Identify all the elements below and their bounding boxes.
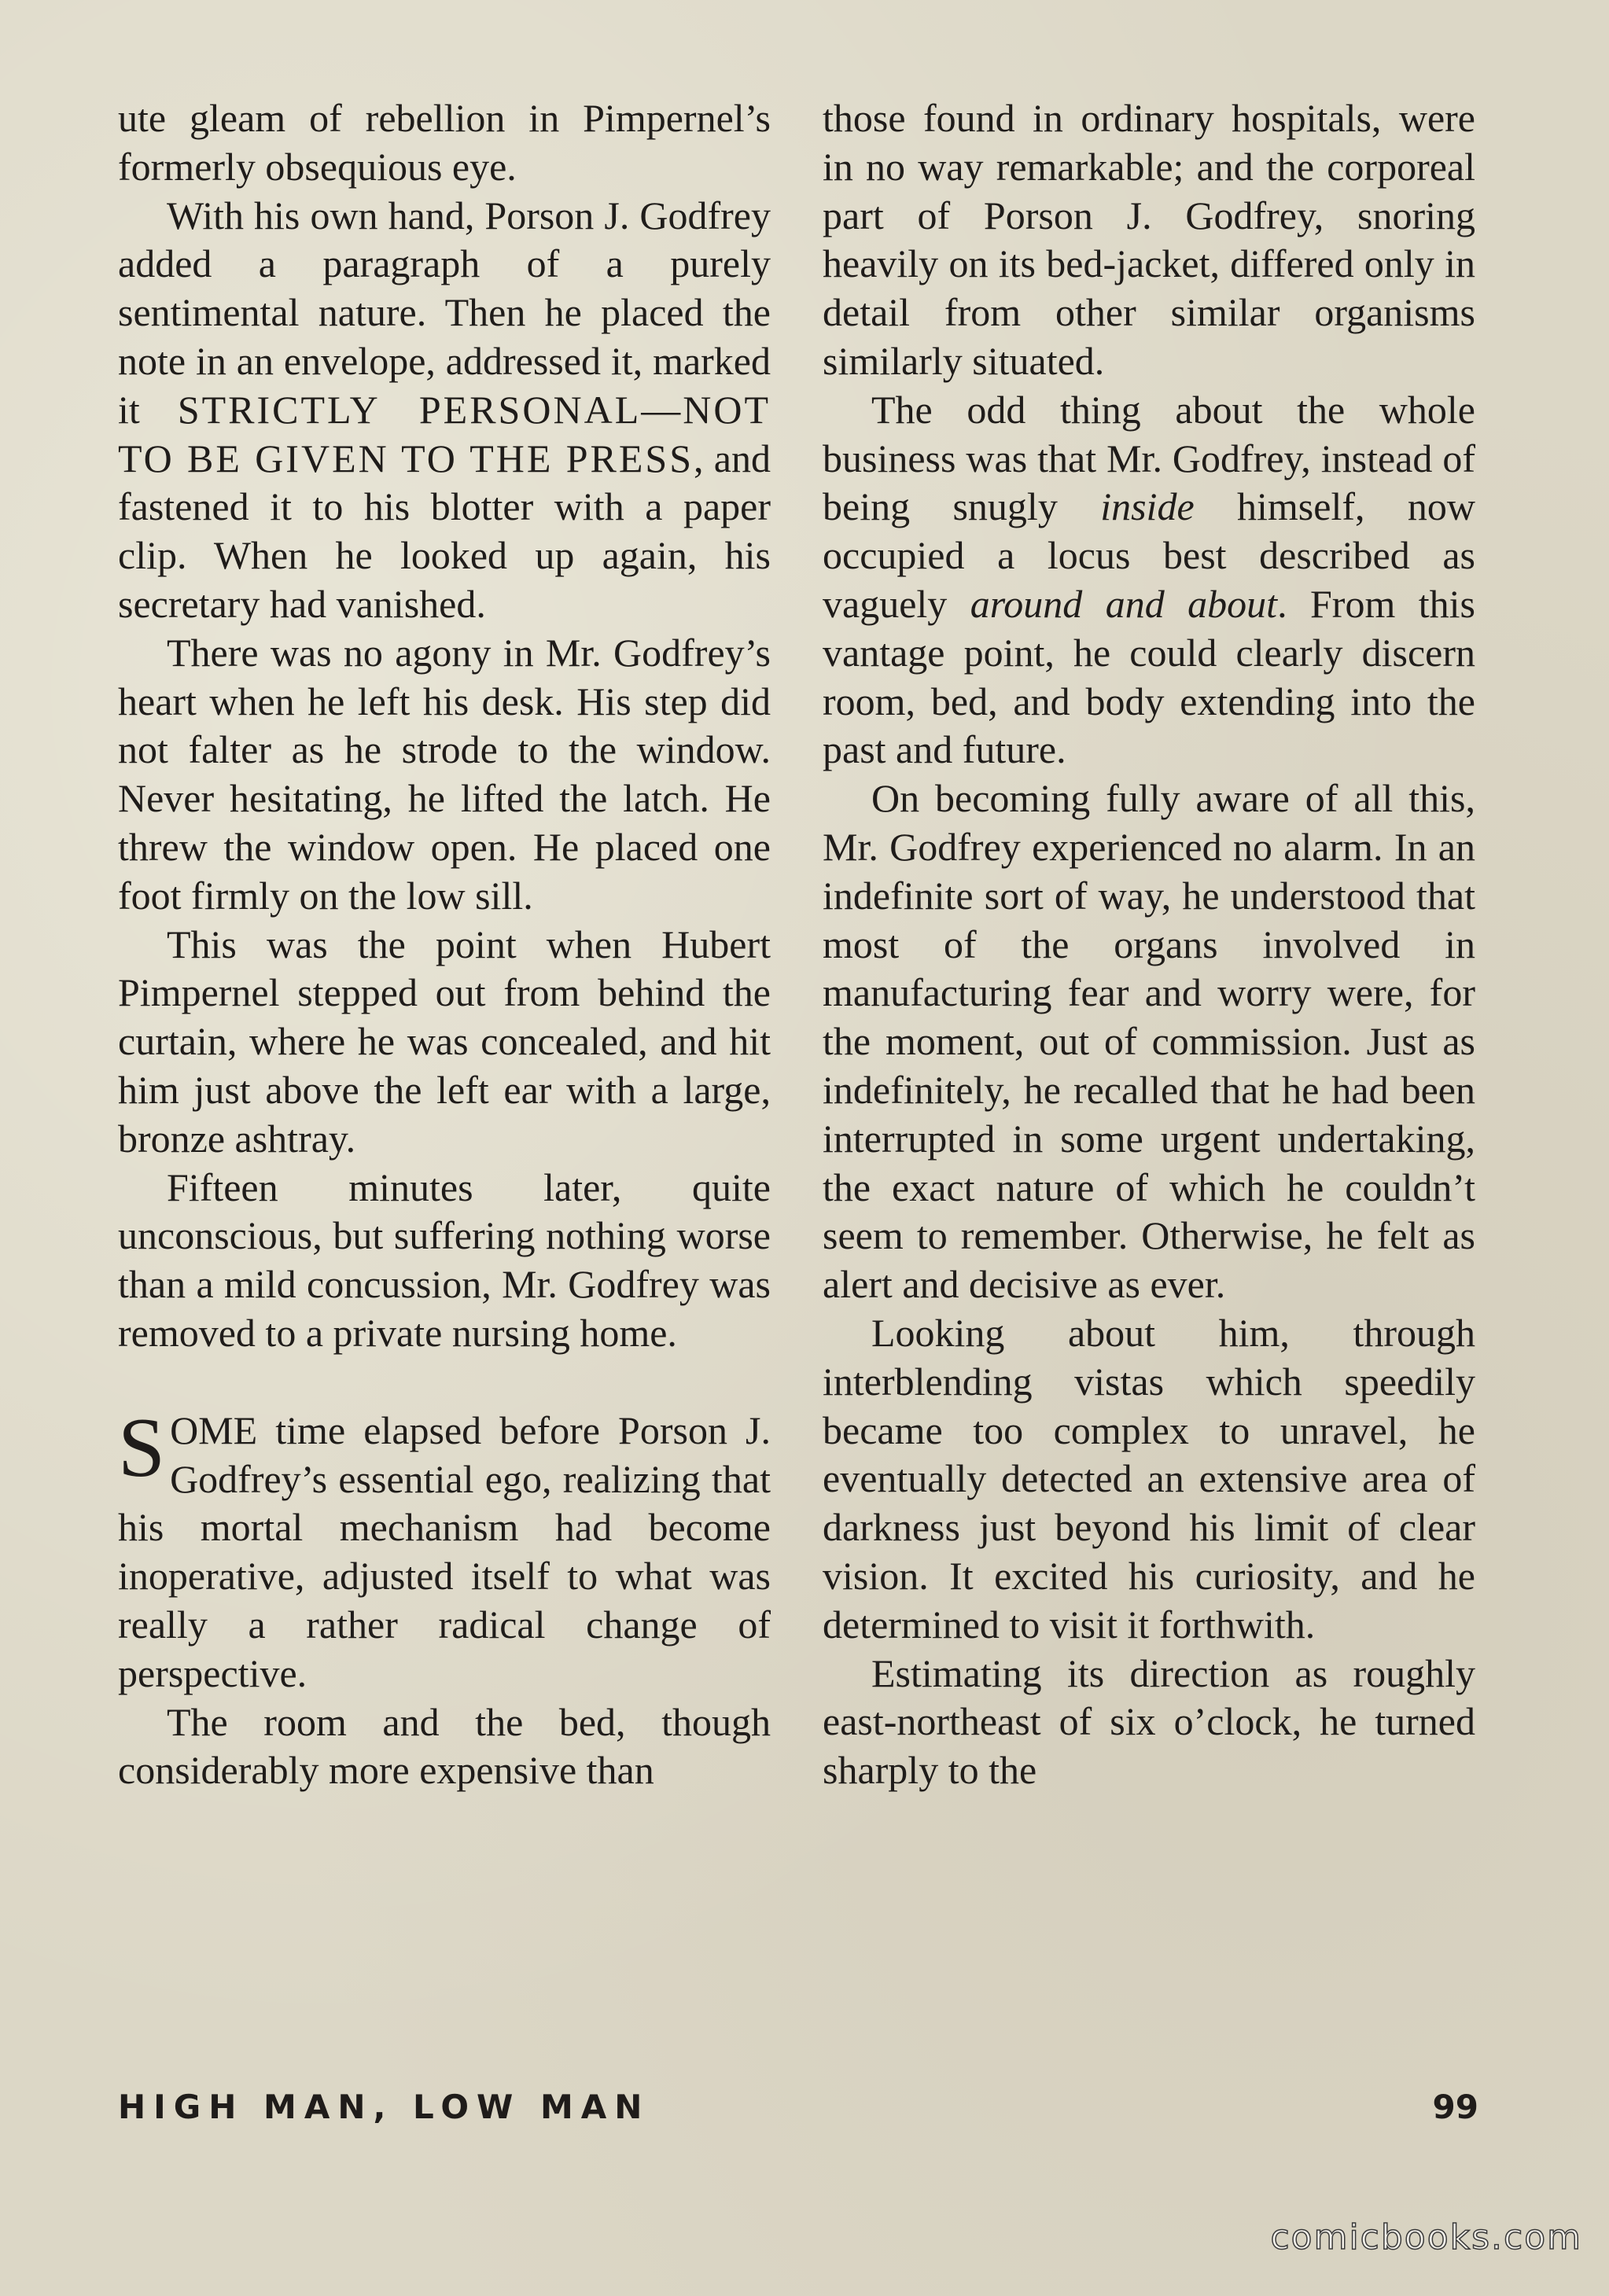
paragraph xyxy=(118,1164,771,1358)
paragraph-text: The odd thing about the whole business was that Mr. Godfrey, instead of being snugly xyxy=(823,387,1475,529)
paragraph-text: those found in ordinary hospitals, were in no way remarkable; and the corporeal part of Porson J. Godfrey, snoring heavily on its bed-jacket, differed only in detail from other similar organisms similarly situated. xyxy=(823,96,1475,383)
paragraph-text: time elapsed before Porson J. Godfrey’s essential ego, realizing that his mortal mechanism had become inoperative, adjusted itself to what was really a rather radical change of perspective. xyxy=(118,1407,771,1695)
paragraph-text: The room and the bed, though considerably more expensive than xyxy=(118,1699,771,1793)
drop-cap: S xyxy=(118,1400,166,1495)
paragraph-text: Fifteen minutes later, quite unconscious, but suffering nothing worse than a mild concussion, Mr. Godfrey was removed to a private nursing home. xyxy=(118,1165,771,1355)
lead-in-caps: OME xyxy=(170,1407,258,1452)
right-text-column xyxy=(823,94,1475,1795)
emphasis-text: inside xyxy=(1100,484,1195,529)
section-opening-paragraph xyxy=(118,1400,771,1698)
site-watermark: comicbooks.com xyxy=(1270,2217,1582,2257)
paragraph-text: There was no agony in Mr. Godfrey’s heart when he left his desk. His step did not falter as he strode to the window. Never hesitating, he lifted the latch. He threw the window open. He placed one foot firmly on the low sill. xyxy=(118,630,771,918)
paragraph-text: . From this vantage point, he could clearly discern room, bed, and body extending into the past and future. xyxy=(823,581,1476,772)
strictly-personal-notice: STRICTLY PERSONAL—NOT TO BE GIVEN TO THE PRESS xyxy=(118,387,771,480)
page-number: 99 xyxy=(1432,2088,1478,2126)
paragraph xyxy=(823,1309,1475,1650)
emphasis-text: around and about xyxy=(970,581,1278,626)
paragraph-text: Estimating its direction as roughly east-northeast of six o’clock, he turned sharply to the xyxy=(823,1650,1475,1793)
paragraph-text: Looking about him, through interblending vistas which speedily became too complex to unravel, he eventually detected an extensive area of darkness just beyond his limit of clear vision. It excited his curiosity, and he determined to visit it forthwith. xyxy=(823,1310,1475,1647)
paragraph-text: , and fastened it to his blotter with a paper clip. When he looked up again, his secretary had vanished. xyxy=(118,436,771,626)
paragraph-text: With his own hand, Porson J. Godfrey added a paragraph of a purely sentimental nature. Then he placed the note in an envelope, addressed it, marked it xyxy=(118,193,771,432)
left-text-column xyxy=(118,94,771,1795)
paragraph xyxy=(118,629,771,921)
paragraph xyxy=(118,94,771,192)
running-footer-title: HIGH MAN, LOW MAN xyxy=(118,2088,650,2126)
paragraph xyxy=(823,386,1475,775)
paragraph xyxy=(118,1698,771,1796)
paragraph-text: ute gleam of rebellion in Pimpernel’s formerly obsequious eye. xyxy=(118,96,771,189)
paragraph-text: himself, now occupied a locus best described as vaguely xyxy=(823,484,1475,626)
paragraph xyxy=(823,1650,1475,1795)
paragraph-text: This was the point when Hubert Pimpernel stepped out from behind the curtain, where he was concealed, and hit him just above the left ear with a large, bronze ashtray. xyxy=(118,922,771,1161)
paragraph xyxy=(118,192,771,629)
paragraph xyxy=(823,94,1475,386)
paragraph xyxy=(823,775,1475,1309)
paragraph xyxy=(118,921,771,1164)
paragraph-text: On becoming fully aware of all this, Mr. Godfrey experienced no alarm. In an indefinite sort of way, he understood that most of the organs involved in manufacturing fear and worry were, for the moment, out of commission. Just as indefinitely, he recalled that he had been interrupted in some urgent undertaking, the exact nature of which he couldn’t seem to remember. Otherwise, he felt as alert and decisive as ever. xyxy=(823,776,1475,1307)
